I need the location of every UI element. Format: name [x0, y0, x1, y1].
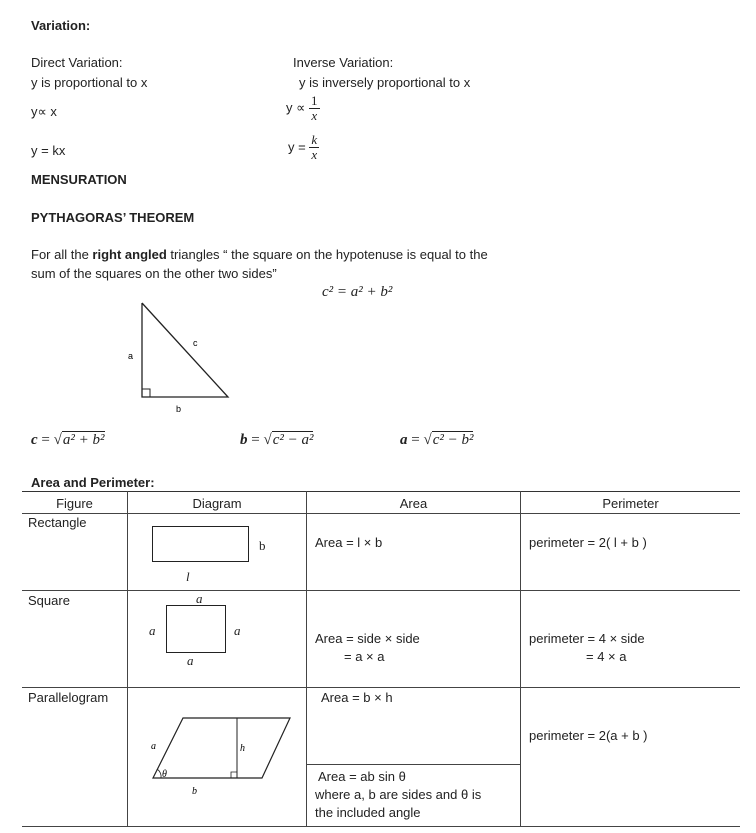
formula-b: b = √c² − a²	[240, 432, 314, 448]
parallelogram-label-a: a	[151, 741, 156, 752]
right-triangle-diagram	[120, 295, 250, 420]
statement-pre: For all the	[31, 247, 93, 262]
rectangle-diagram-cell	[128, 514, 307, 591]
square-label-left: a	[149, 623, 156, 638]
inverse-formula-num: k	[311, 132, 318, 147]
table-header-row	[22, 492, 740, 514]
parallelogram-perimeter: perimeter = 2(a + b )	[521, 688, 741, 827]
parallelogram-label-theta: θ	[162, 769, 167, 780]
square-shape	[166, 605, 226, 653]
inverse-variation-desc: y is inversely proportional to x	[299, 75, 471, 90]
header-figure: Figure	[22, 492, 128, 514]
parallelogram-name: Parallelogram	[22, 688, 128, 827]
inverse-relation-den: x	[311, 107, 318, 123]
square-area-line1: Area = side × side	[315, 631, 420, 646]
square-name: Square	[22, 591, 128, 688]
theta-arc	[157, 769, 161, 778]
inverse-formula-den: x	[311, 146, 318, 162]
rectangle-name: Rectangle	[22, 514, 128, 591]
formula-b-radicand: c² − a²	[272, 432, 314, 448]
square-perimeter-cell	[521, 591, 741, 688]
pythagoras-statement-line2: sum of the squares on the other two sides”	[31, 266, 277, 281]
inverse-relation-num: 1	[311, 93, 318, 108]
direct-variation-relation: y∝ x	[31, 104, 57, 119]
formula-a-lhs: a	[400, 432, 408, 448]
formula-c: c = √a² + b²	[31, 432, 105, 448]
height-right-angle-mark	[231, 772, 237, 778]
square-perimeter-line2: = 4 × a	[586, 649, 627, 664]
square-area-cell	[307, 591, 521, 688]
header-perimeter: Perimeter	[521, 492, 741, 514]
statement-post: triangles “ the square on the hypotenuse is equal to the	[166, 247, 488, 262]
rectangle-label-b: b	[259, 538, 266, 553]
triangle-label-b: b	[176, 404, 182, 414]
inverse-variation-title: Inverse Variation:	[293, 55, 394, 70]
parallelogram-area2-line2: where a, b are sides and θ is	[315, 787, 482, 802]
rectangle-label-l: l	[186, 569, 190, 584]
square-label-top: a	[196, 591, 203, 606]
pythagoras-main-formula: c² = a² + b²	[322, 284, 393, 300]
table-row-parallelogram	[22, 688, 740, 827]
square-label-right: a	[234, 623, 241, 638]
inverse-variation-formula	[288, 133, 319, 161]
parallelogram-diagram-cell	[128, 688, 307, 827]
inverse-relation-lhs: y ∝	[286, 100, 306, 116]
rectangle-area: Area = l × b	[307, 514, 521, 591]
square-label-bottom: a	[187, 653, 194, 668]
formula-b-lhs: b	[240, 432, 248, 448]
inverse-variation-relation	[286, 94, 320, 122]
pythagoras-heading: PYTHAGORAS’ THEOREM	[31, 210, 195, 225]
parallelogram-area2-line1: Area = ab sin θ	[318, 769, 406, 784]
statement-bold: right angled	[92, 247, 167, 262]
triangle-outline	[142, 303, 228, 397]
parallelogram-area2-line3: the included angle	[315, 805, 421, 820]
parallelogram-label-b: b	[192, 786, 197, 797]
mensuration-heading: MENSURATION	[31, 172, 127, 187]
square-diagram-cell	[128, 591, 307, 688]
formula-c-radicand: a² + b²	[62, 432, 105, 448]
direct-variation-formula: y = kx	[31, 143, 66, 158]
rectangle-perimeter: perimeter = 2( l + b )	[521, 514, 741, 591]
triangle-label-c: c	[193, 338, 198, 348]
area-perimeter-heading: Area and Perimeter:	[31, 475, 155, 490]
area-perimeter-table	[22, 491, 740, 827]
triangle-label-a: a	[128, 351, 134, 361]
inverse-relation-fraction	[309, 94, 320, 122]
direct-variation-title: Direct Variation:	[31, 55, 123, 70]
formula-c-lhs: c	[31, 432, 38, 448]
parallelogram-area2	[307, 765, 520, 822]
inverse-formula-lhs: y =	[288, 139, 306, 155]
header-diagram: Diagram	[128, 492, 307, 514]
parallelogram-diagram	[128, 688, 306, 826]
rectangle-shape	[152, 526, 249, 562]
right-angle-mark	[142, 389, 150, 397]
formula-a: a = √c² − b²	[400, 432, 474, 448]
square-perimeter-line1: perimeter = 4 × side	[529, 631, 645, 646]
direct-variation-desc: y is proportional to x	[31, 75, 148, 90]
inverse-formula-fraction	[309, 133, 319, 161]
pythagoras-statement-line1	[31, 247, 488, 262]
parallelogram-area1: Area = b × h	[307, 688, 520, 765]
parallelogram-area-cell	[307, 688, 521, 827]
header-area: Area	[307, 492, 521, 514]
table-row-square	[22, 591, 740, 688]
square-area-line2: = a × a	[344, 649, 385, 664]
table-row-rectangle	[22, 514, 740, 591]
parallelogram-shape	[153, 718, 290, 778]
variation-heading: Variation:	[31, 18, 91, 33]
parallelogram-label-h: h	[240, 743, 245, 754]
formula-a-radicand: c² − b²	[432, 432, 474, 448]
